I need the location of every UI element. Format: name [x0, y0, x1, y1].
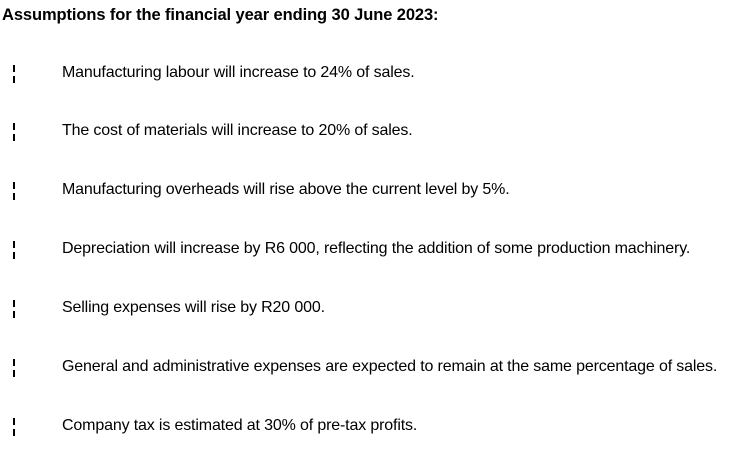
list-item-text: Manufacturing labour will increase to 24% of sales. [62, 64, 415, 81]
bullet-icon [11, 418, 17, 436]
list-item [0, 62, 756, 84]
list-item [0, 120, 756, 142]
list-item [0, 297, 756, 319]
list-item [0, 238, 756, 260]
list-item [0, 415, 756, 437]
bullet-icon [11, 182, 17, 200]
bullet-icon [11, 65, 17, 83]
list-item-text: Manufacturing overheads will rise above the current level by 5%. [62, 181, 510, 198]
list-item [0, 179, 756, 201]
bullet-icon [11, 359, 17, 377]
list-item-text: Depreciation will increase by R6 000, reflecting the addition of some production machinery. [62, 240, 691, 257]
list-item-text: General and administrative expenses are expected to remain at the same percentage of sales. [62, 358, 718, 375]
bullet-icon [11, 123, 17, 141]
bullet-icon [11, 241, 17, 259]
list-item-text: Company tax is estimated at 30% of pre-tax profits. [62, 417, 418, 434]
document-heading: Assumptions for the financial year ending 30 June 2023: [2, 6, 439, 24]
list-item-text: The cost of materials will increase to 20% of sales. [62, 122, 413, 139]
list-item [0, 356, 756, 378]
bullet-icon [11, 300, 17, 318]
list-item-text: Selling expenses will rise by R20 000. [62, 299, 325, 316]
